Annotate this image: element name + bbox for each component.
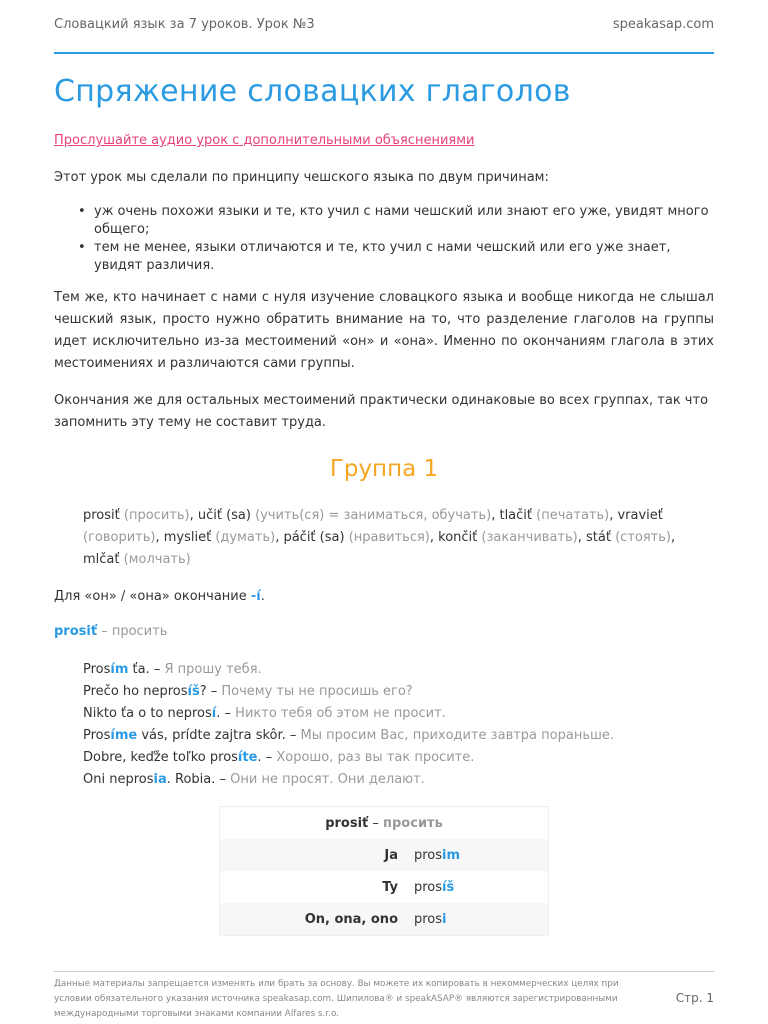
verb-slovak: mlčať — [83, 552, 120, 567]
example-sentence: Prečo ho neprosíš? – Почему ты не просишь его? — [83, 684, 413, 699]
pronoun-cell: On, ona, ono — [304, 911, 398, 927]
example-sentence: Oni neprosia. Robia. – Они не просят. Они делают. — [83, 772, 425, 787]
course-title: Словацкий язык за 7 уроков. Урок №3 — [54, 17, 315, 32]
paragraph: Тем же, кто начинает с нами с нуля изучение словацкого языка и вообще никогда не слышал чешский язык, просто нужно обратить внимание на то, что разделение глаголов на группы идет исключительно из-за местоимений «он» и «она». Именно по окончаниям глагола в этих местоимениях и различаются сами группы. — [54, 290, 714, 371]
verb-translation: (молчать) — [123, 552, 191, 567]
headword: prosiť – просить — [54, 624, 168, 639]
verb-slovak: tlačiť — [499, 508, 533, 523]
example-sentence: Nikto ťa o to neprosí. – Никто тебя об этом не просит. — [83, 706, 446, 721]
list-item: • уж очень похожи языки и те, кто учил с нами чешский или знают его уже, увидят много общего; — [54, 203, 714, 239]
footer-divider — [54, 971, 714, 972]
table-header: prosiť – просить — [325, 815, 443, 831]
verb-translation: (нравиться) — [348, 530, 430, 545]
verb-slovak: stáť — [586, 530, 611, 545]
ending-note: Для «он» / «она» окончание -í. — [54, 589, 265, 604]
verb-slovak: vravieť — [617, 508, 663, 523]
form-cell: prosi — [414, 911, 447, 927]
verb-translation: (говорить) — [83, 530, 156, 545]
verb-translation: (печатать) — [536, 508, 610, 523]
verb-translation: (думать) — [215, 530, 276, 545]
paragraph: Окончания же для остальных местоимений практически одинаковые во всех группах, так что запомнить эту тему не составит труда. — [54, 393, 709, 430]
example-sentence: Prosím ťa. – Я прошу тебя. — [83, 662, 262, 677]
verb-translation: (учить(ся) = заниматься, обучать) — [255, 508, 492, 523]
verb-slovak: páčiť (sa) — [283, 530, 345, 545]
form-cell: prosim — [414, 847, 461, 863]
intro-paragraph: Этот урок мы сделали по принципу чешского языка по двум причинам: — [54, 170, 549, 185]
page-header — [54, 16, 714, 54]
verb-slovak: prosiť — [83, 508, 120, 523]
pronoun-cell: Ty — [382, 879, 398, 895]
table-row — [220, 871, 549, 903]
verb-list: prosiť (просить), učiť (sa) (учить(ся) = заниматься, обучать), tlačiť (печатать), vravieť (говорить), myslieť (думать), páčiť (sa) (нравиться), končiť (заканчивать), stáť (стоять), mlčať (молчать) — [83, 508, 676, 567]
section-heading: Группа 1 — [329, 456, 439, 482]
page-title: Спряжение словацких глаголов — [54, 74, 571, 109]
reasons-list — [54, 203, 714, 275]
conjugation-table — [219, 806, 549, 936]
audio-lesson-link[interactable]: Прослушайте аудио урок с дополнительными объяснениями — [54, 133, 475, 148]
example-sentence: Dobre, keďže toľko prosíte. – Хорошо, раз вы так просите. — [83, 750, 475, 765]
table-row — [220, 903, 549, 936]
verb-slovak: učiť (sa) — [197, 508, 251, 523]
verb-translation: (просить) — [123, 508, 190, 523]
verb-slovak: myslieť — [163, 530, 212, 545]
footer-disclaimer: Данные материалы запрещается изменять или брать за основу. Вы можете их копировать в некоммерческих целях при условии обязательного указания источника speakasap.com. Шипилова® и speakASAP® являются зарегистрированными международными торговыми знаками компании Alfares s.r.o. — [54, 979, 619, 1019]
site-name[interactable]: speakasap.com — [612, 17, 714, 32]
table-row — [220, 839, 549, 871]
pronoun-cell: Ja — [384, 847, 398, 863]
page-number: Стр. 1 — [675, 991, 714, 1005]
list-item: • тем не менее, языки отличаются и те, кто учил с нами чешский или его уже знает, увидят различия. — [54, 239, 714, 275]
verb-translation: (стоять) — [615, 530, 671, 545]
verb-translation: (заканчивать) — [481, 530, 578, 545]
example-sentence: Prosíme vás, prídte zajtra skôr. – Мы просим Вас, приходите завтра пораньше. — [83, 728, 615, 743]
form-cell: prosíš — [414, 879, 455, 895]
verb-slovak: končiť — [438, 530, 478, 545]
